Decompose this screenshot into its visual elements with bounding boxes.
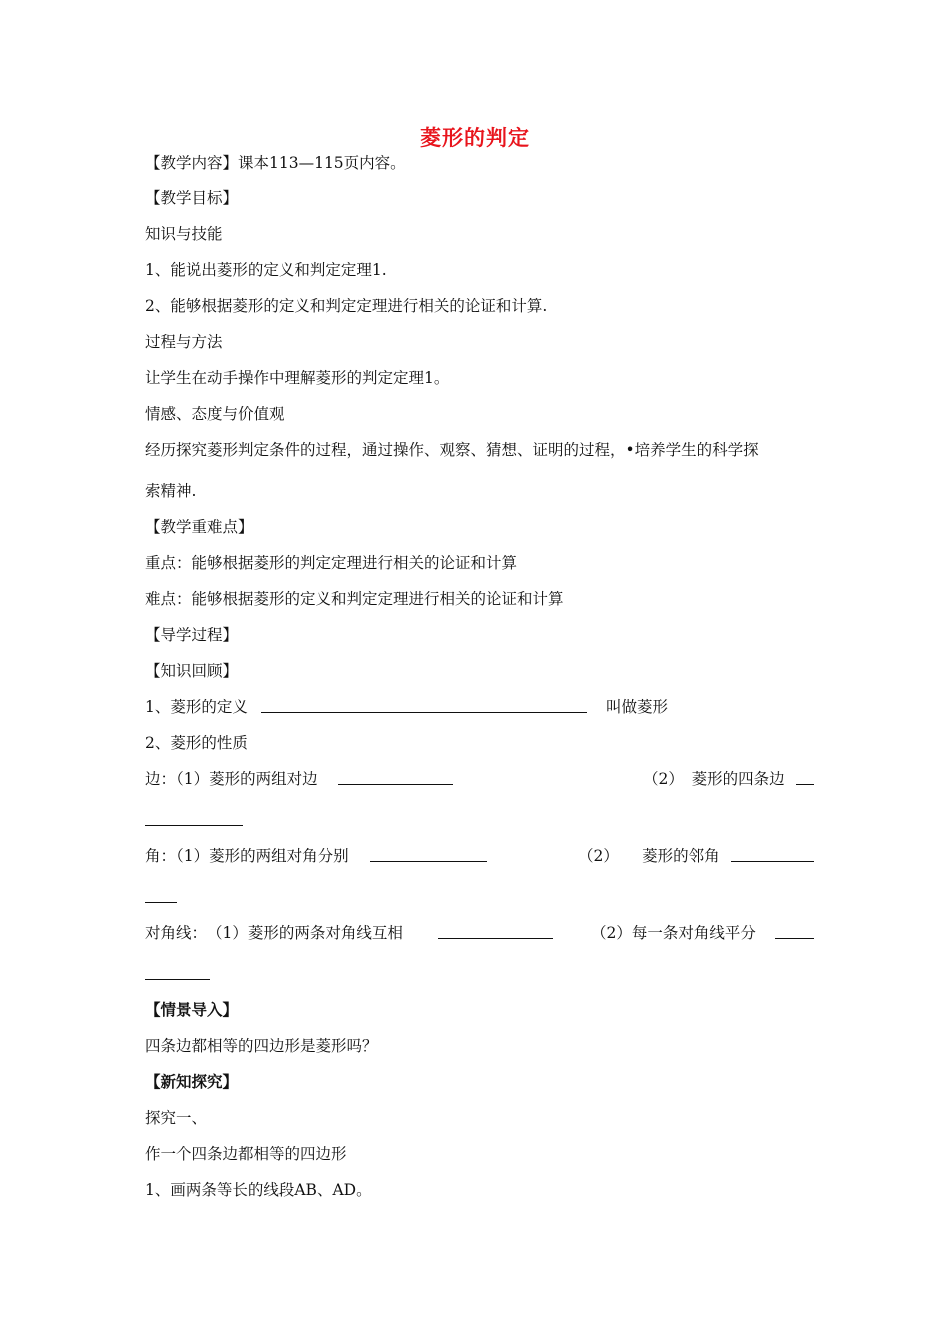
heading-emotion: 情感、态度与价值观 — [145, 405, 285, 423]
section-keypoints: 【教学重难点】 — [145, 518, 254, 536]
explore-1-heading: 探究一、 — [145, 1109, 208, 1127]
side-blank-2a — [796, 784, 814, 785]
hard-point: 难点：能够根据菱形的定义和判定定理进行相关的论证和计算 — [145, 590, 564, 608]
definition-blank — [261, 712, 587, 713]
side-blank-1 — [338, 784, 453, 785]
heading-knowledge: 知识与技能 — [145, 225, 223, 243]
side-blank-2b — [145, 825, 243, 826]
angle-property-2: （2） 菱形的邻角 — [578, 847, 720, 865]
page-title: 菱形的判定 — [420, 126, 530, 150]
knowledge-item-1: 1、能说出菱形的定义和判定定理1. — [145, 261, 387, 279]
process-item-1: 让学生在动手操作中理解菱形的判定定理1。 — [145, 369, 450, 387]
teaching-content: 【教学内容】课本113—115页内容。 — [145, 154, 406, 172]
section-explore: 【新知探究】 — [145, 1073, 239, 1091]
side-property-label: 边：（1）菱形的两组对边 — [145, 770, 318, 788]
emotion-item-line1: 经历探究菱形判定条件的过程，通过操作、观察、猜想、证明的过程，•培养学生的科学探 — [145, 441, 759, 459]
key-point: 重点：能够根据菱形的判定定理进行相关的论证和计算 — [145, 554, 518, 572]
property-heading: 2、菱形的性质 — [145, 734, 248, 752]
angle-blank-2a — [731, 861, 814, 862]
angle-blank-1 — [370, 861, 487, 862]
knowledge-item-2: 2、能够根据菱形的定义和判定定理进行相关的论证和计算. — [145, 297, 548, 315]
side-property-2: （2） 菱形的四条边 — [643, 770, 785, 788]
diagonal-blank-2a — [775, 938, 814, 939]
diagonal-blank-1 — [438, 938, 553, 939]
explore-make: 作一个四条边都相等的四边形 — [145, 1145, 347, 1163]
emotion-item-line2: 索精神. — [145, 482, 197, 500]
angle-property-label: 角：（1）菱形的两组对角分别 — [145, 847, 349, 865]
diagonal-blank-2b — [145, 979, 210, 980]
explore-step-1: 1、画两条等长的线段AB、AD。 — [145, 1181, 372, 1199]
diagonal-property-label: 对角线： （1）菱形的两条对角线互相 — [145, 924, 403, 942]
section-review: 【知识回顾】 — [145, 662, 239, 680]
definition-suffix: 叫做菱形 — [606, 698, 669, 716]
scene-question: 四条边都相等的四边形是菱形吗？ — [145, 1037, 378, 1055]
definition-label: 1、菱形的定义 — [145, 698, 248, 716]
section-guide: 【导学过程】 — [145, 626, 239, 644]
section-goals: 【教学目标】 — [145, 189, 239, 207]
angle-blank-2b — [145, 902, 177, 903]
diagonal-property-2: （2）每一条对角线平分 — [591, 924, 756, 942]
section-scene: 【情景导入】 — [145, 1001, 239, 1019]
heading-process: 过程与方法 — [145, 333, 223, 351]
